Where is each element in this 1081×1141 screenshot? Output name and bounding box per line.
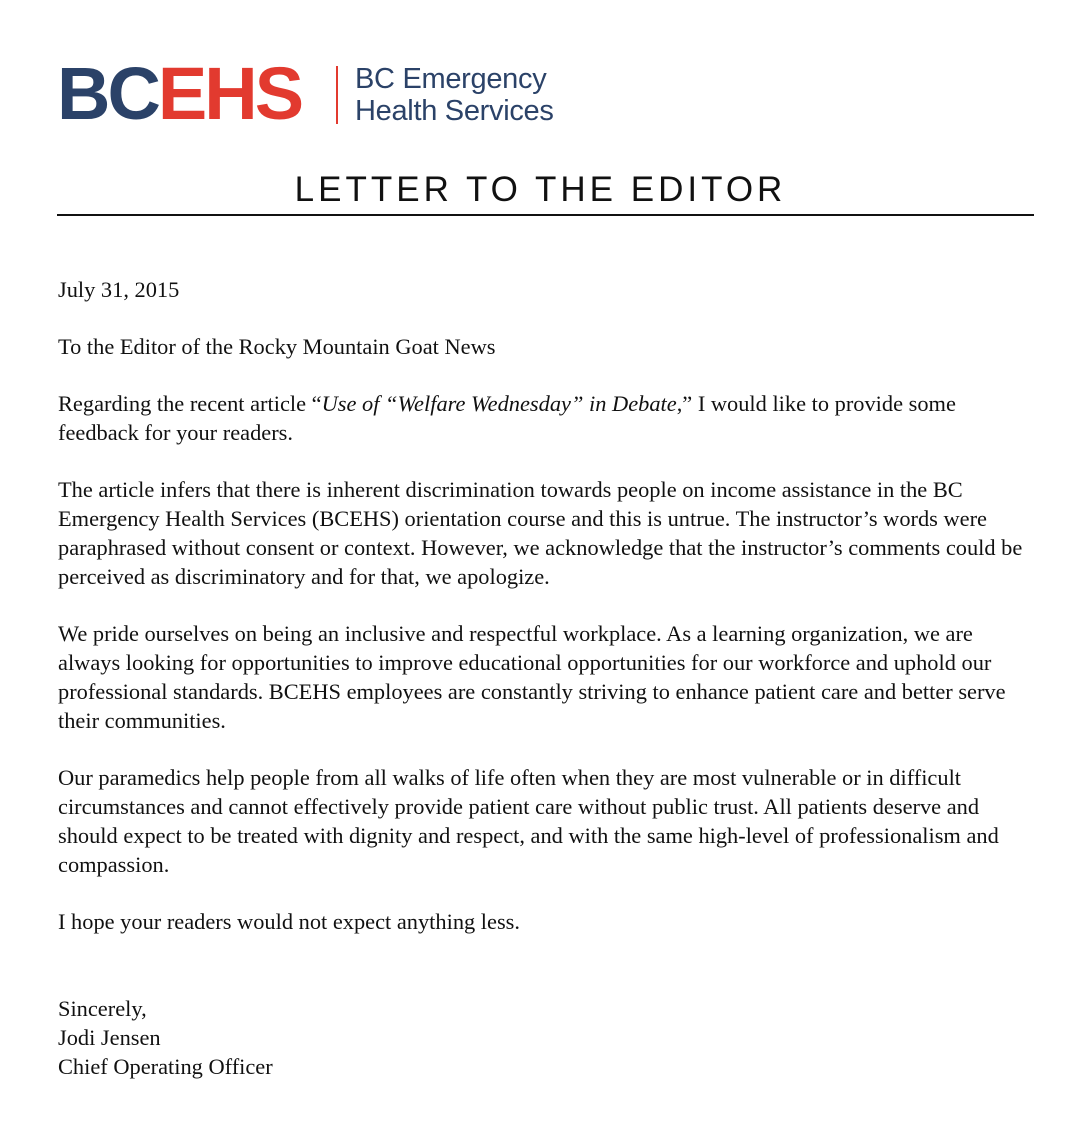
logo-divider: [336, 66, 338, 124]
signer-title: Chief Operating Officer: [58, 1054, 273, 1079]
heading-divider: [57, 214, 1034, 216]
letter-paragraph-2: The article infers that there is inherent discrimination towards people on income assistance in the BC Emergency Health Services (BCEHS) orientation course and this is untrue. The instructor’s words were paraphrased without consent or context. However, we acknowledge that the instructor’s comments could be perceived as discriminatory and for that, we apologize.: [58, 477, 1023, 589]
logo-mark-s: S: [254, 52, 302, 135]
logo-wordmark-line1: BC Emergency: [355, 63, 547, 95]
letter-paragraph-5: I hope your readers would not expect anything less.: [58, 909, 520, 934]
letter-body: [58, 275, 1038, 964]
logo-mark: [57, 52, 302, 135]
letter-paragraph-3: We pride ourselves on being an inclusive and respectful workplace. As a learning organization, we are always looking for opportunities to improve educational opportunities for our workforce and uphold our professional standards. BCEHS employees are constantly striving to enhance patient care and better serve their communities.: [58, 621, 1006, 733]
logo-mark-bc: BC: [57, 52, 158, 135]
article-title: Use of “Welfare Wednesday” in Debate: [321, 391, 677, 416]
logo-wordmark: [355, 63, 554, 127]
signer-name: Jodi Jensen: [58, 1025, 161, 1050]
letter-salutation: To the Editor of the Rocky Mountain Goat News: [58, 334, 496, 359]
closing: Sincerely,: [58, 996, 147, 1021]
logo-mark-e: E: [157, 52, 205, 135]
signature-block: [58, 994, 273, 1081]
letter-paragraph-4: Our paramedics help people from all walks of life often when they are most vulnerable or in difficult circumstances and cannot effectively provide patient care without public trust. All patients deserve and should expect to be treated with dignity and respect, and with the same high-level of professionalism and compassion.: [58, 765, 999, 877]
logo-mark-h: H: [204, 52, 255, 135]
paragraph-1-intro: Regarding the recent article “: [58, 391, 322, 416]
paragraph-1-rest: ,” I would like to provide some feedback for your readers.: [58, 391, 956, 445]
letter-date: July 31, 2015: [58, 277, 180, 302]
letter-paragraph-1: [58, 389, 1038, 447]
logo-wordmark-line2: Health Services: [355, 95, 554, 127]
page-title: LETTER TO THE EDITOR: [294, 170, 787, 209]
